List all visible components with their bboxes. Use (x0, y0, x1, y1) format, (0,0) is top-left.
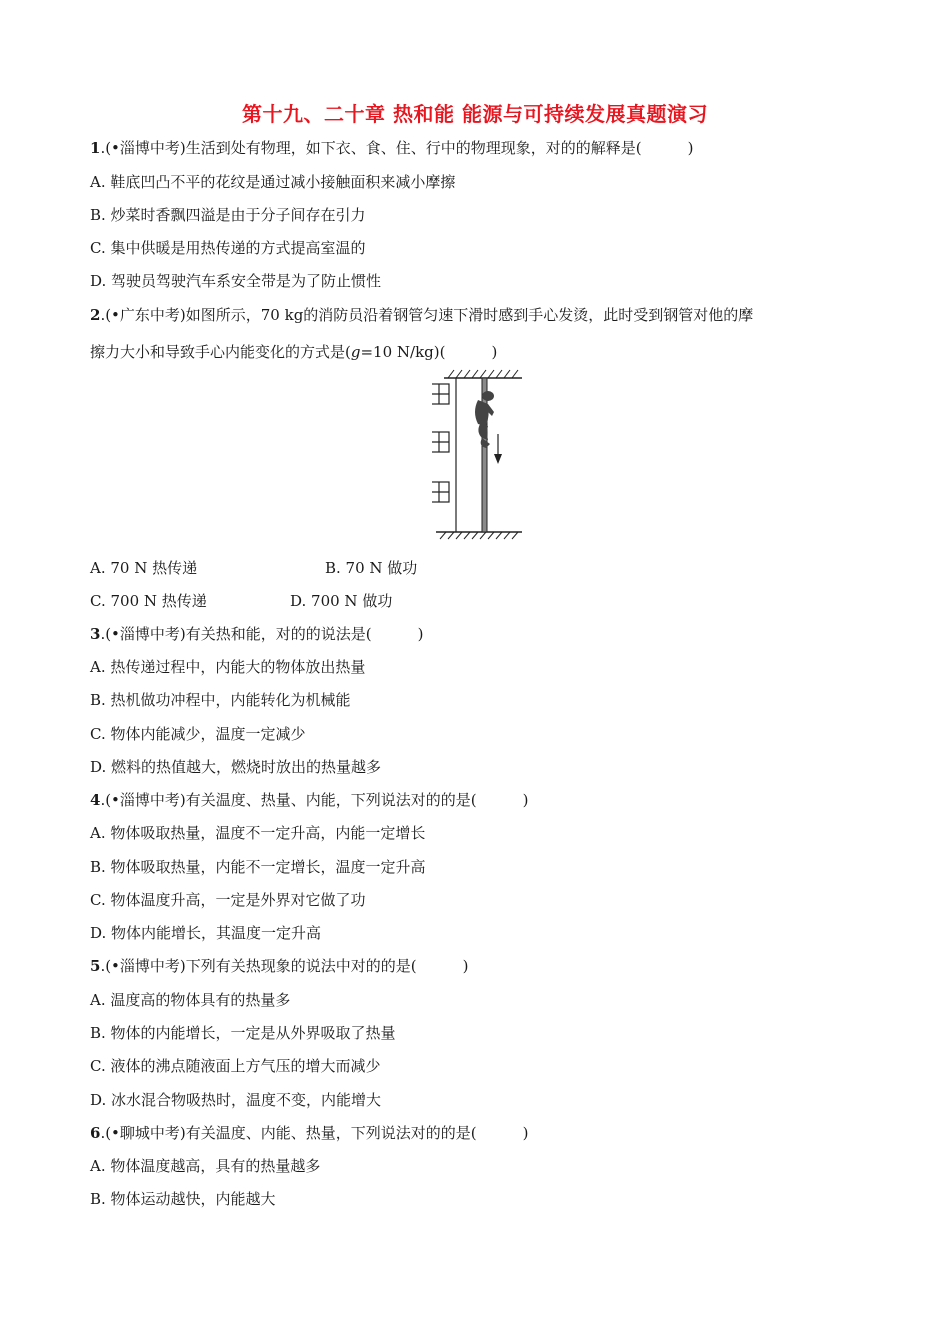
question-number: 1 (90, 139, 101, 157)
firefighter-pole-figure (432, 368, 528, 540)
question-1-option-a: A. 鞋底凹凸不平的花纹是通过减小接触面积来减小摩擦 (90, 173, 456, 191)
question-4-option-d: D. 物体内能增长，其温度一定升高 (90, 924, 322, 942)
question-number: 3 (90, 625, 101, 643)
answer-paren: ) (462, 957, 469, 975)
answer-paren: ) (417, 625, 424, 643)
question-number: 6 (90, 1124, 101, 1142)
question-5-option-c: C. 液体的沸点随液面上方气压的增大而减少 (90, 1057, 381, 1075)
question-text: .(•淄博中考)有关热和能，对的的说法是( (100, 625, 372, 643)
question-number: 4 (90, 791, 101, 809)
question-1-stem (90, 138, 693, 158)
question-text: .(•淄博中考)下列有关热现象的说法中对的的是( (100, 957, 417, 975)
question-3-option-d: D. 燃料的热值越大，燃烧时放出的热量越多 (90, 758, 382, 776)
question-4-option-b: B. 物体吸取热量，内能不一定增长，温度一定升高 (90, 858, 426, 876)
question-number: 5 (90, 957, 101, 975)
question-text: =10 N/kg)( (360, 343, 446, 361)
question-2-stem (90, 305, 753, 325)
question-text: .(•广东中考)如图所示，70 kg的消防员沿着钢管匀速下滑时感到手心发烫，此时受到钢管对他的摩 (100, 306, 754, 324)
answer-paren: ) (522, 791, 529, 809)
question-number: 2 (90, 306, 101, 324)
question-5-option-b: B. 物体的内能增长，一定是从外界吸取了热量 (90, 1024, 396, 1042)
question-6-option-a: A. 物体温度越高，具有的热量越多 (90, 1157, 321, 1175)
gravity-symbol: g (350, 343, 361, 361)
question-5-option-a: A. 温度高的物体具有的热量多 (90, 991, 291, 1009)
question-4-option-c: C. 物体温度升高，一定是外界对它做了功 (90, 891, 366, 909)
question-2-option-d: D. 700 N 做功 (290, 592, 393, 610)
answer-paren: ) (687, 139, 694, 157)
question-1-option-d: D. 驾驶员驾驶汽车系安全带是为了防止惯性 (90, 272, 382, 290)
question-6-option-b: B. 物体运动越快，内能越大 (90, 1190, 276, 1208)
question-6-stem (90, 1123, 528, 1143)
answer-paren: ) (522, 1124, 529, 1142)
question-2-option-c: C. 700 N 热传递 (90, 592, 207, 610)
question-3-stem (90, 624, 423, 644)
firefighter-diagram (432, 368, 528, 540)
question-4-option-a: A. 物体吸取热量，温度不一定升高，内能一定增长 (90, 824, 426, 842)
question-5-option-d: D. 冰水混合物吸热时，温度不变，内能增大 (90, 1091, 382, 1109)
question-2-option-b: B. 70 N 做功 (325, 559, 418, 577)
question-text: .(•淄博中考)有关温度、热量、内能，下列说法对的的是( (100, 791, 477, 809)
question-text: 擦力大小和导致手心内能变化的方式是( (90, 343, 351, 361)
question-2-option-a: A. 70 N 热传递 (90, 559, 198, 577)
question-1-option-c: C. 集中供暖是用热传递的方式提高室温的 (90, 239, 366, 257)
question-3-option-b: B. 热机做功冲程中，内能转化为机械能 (90, 691, 351, 709)
question-1-option-b: B. 炒菜时香飘四溢是由于分子间存在引力 (90, 206, 366, 224)
page-title: 第十九、二十章 热和能 能源与可持续发展真题演习 (242, 102, 708, 126)
question-3-option-a: A. 热传递过程中，内能大的物体放出热量 (90, 658, 366, 676)
question-2-stem-line2 (90, 342, 497, 362)
question-text: .(•聊城中考)有关温度、内能、热量，下列说法对的的是( (100, 1124, 477, 1142)
question-4-stem (90, 790, 528, 810)
question-3-option-c: C. 物体内能减少，温度一定减少 (90, 725, 306, 743)
question-5-stem (90, 956, 468, 976)
answer-paren: ) (491, 343, 498, 361)
question-text: .(•淄博中考)生活到处有物理，如下衣、食、住、行中的物理现象，对的的解释是( (100, 139, 642, 157)
